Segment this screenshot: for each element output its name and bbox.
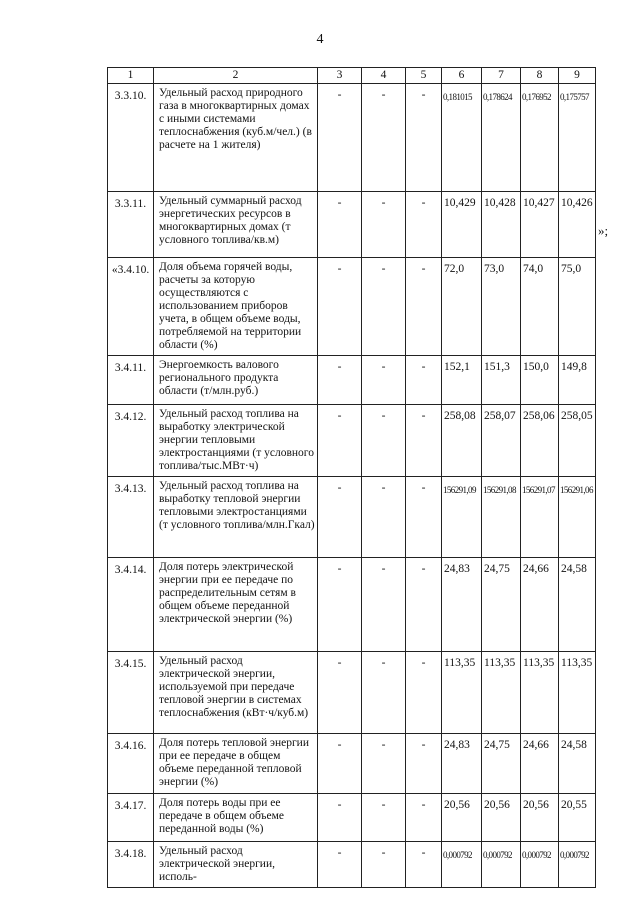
dash-cell: - [362,258,406,356]
value-cell: 156291,06 [559,477,596,558]
column-header: 2 [154,68,318,84]
value-cell: 0,000792 [559,842,596,888]
dash-cell: - [362,558,406,652]
value-cell: 0,181015 [442,84,482,192]
column-header: 6 [442,68,482,84]
indicator-name: Доля потерь электрической энергии при ее передаче по распределительным сетям в общем объеме переданной электрической энергии (%) [154,558,318,652]
table-row [108,405,596,477]
value-cell: 258,08 [442,405,482,477]
indicator-name: Доля потерь тепловой энергии при ее передаче в общем объеме переданной тепловой энергии (%) [154,734,318,794]
indicator-name: Удельный расход топлива на выработку тепловой энергии тепловыми электростанциями (т условного топлива/млн.Гкал) [154,477,318,558]
value-cell: 20,56 [521,794,559,842]
value-cell: 151,3 [482,356,521,405]
table-row [108,558,596,652]
dash-cell: - [362,84,406,192]
row-number: 3.4.13. [108,477,154,558]
dash-cell: - [318,84,362,192]
dash-cell: - [362,477,406,558]
row-number: 3.3.11. [108,192,154,258]
indicators-table [107,67,596,888]
value-cell: 156291,09 [442,477,482,558]
value-cell: 258,07 [482,405,521,477]
value-cell: 0,000792 [482,842,521,888]
dash-cell: - [318,477,362,558]
dash-cell: - [406,794,442,842]
table-row [108,192,596,258]
value-cell: 10,427 [521,192,559,258]
value-cell: 24,58 [559,558,596,652]
dash-cell: - [318,558,362,652]
dash-cell: - [362,192,406,258]
value-cell: 20,56 [442,794,482,842]
value-cell: 10,428 [482,192,521,258]
column-header: 3 [318,68,362,84]
indicator-name: Удельный расход природного газа в многоквартирных домах с иными системами теплоснабжения (куб.м/чел.) (в расчете на 1 жителя) [154,84,318,192]
dash-cell: - [406,477,442,558]
value-cell: 150,0 [521,356,559,405]
indicator-name: Доля объема горячей воды, расчеты за которую осуществляются с использованием приборов учета, в общем объеме воды, потребляемой на территории области (%) [154,258,318,356]
page-number: 4 [316,32,324,47]
value-cell: 152,1 [442,356,482,405]
value-cell: 72,0 [442,258,482,356]
dash-cell: - [406,652,442,734]
dash-cell: - [406,842,442,888]
table-header-row [108,68,596,84]
value-cell: 10,426 [559,192,596,258]
indicator-name: Удельный суммарный расход энергетических ресурсов в многоквартирных домах (т условного топлива/кв.м) [154,192,318,258]
value-cell: 0,176952 [521,84,559,192]
column-header: 1 [108,68,154,84]
value-cell: 24,83 [442,558,482,652]
table-row [108,258,596,356]
value-cell: 156291,08 [482,477,521,558]
indicator-name: Доля потерь воды при ее передаче в общем объеме переданной воды (%) [154,794,318,842]
dash-cell: - [318,652,362,734]
row-number: 3.4.11. [108,356,154,405]
dash-cell: - [318,734,362,794]
row-number: 3.4.17. [108,794,154,842]
table-row [108,794,596,842]
table-row [108,84,596,192]
value-cell: 113,35 [521,652,559,734]
dash-cell: - [318,842,362,888]
value-cell: 75,0 [559,258,596,356]
value-cell: 24,83 [442,734,482,794]
value-cell: 0,000792 [521,842,559,888]
indicator-name: Энергоемкость валового регионального продукта области (т/млн.руб.) [154,356,318,405]
column-header: 7 [482,68,521,84]
row-number: 3.4.15. [108,652,154,734]
value-cell: 73,0 [482,258,521,356]
column-header: 9 [559,68,596,84]
value-cell: 156291,07 [521,477,559,558]
indicator-name: Удельный расход электрической энергии, исполь- [154,842,318,888]
value-cell: 149,8 [559,356,596,405]
value-cell: 24,66 [521,734,559,794]
table-row [108,652,596,734]
dash-cell: - [318,356,362,405]
row-number: 3.3.10. [108,84,154,192]
closing-quote-mark: »; [598,223,609,238]
row-number: «3.4.10. [108,258,154,356]
dash-cell: - [406,258,442,356]
dash-cell: - [406,356,442,405]
dash-cell: - [362,356,406,405]
dash-cell: - [362,842,406,888]
row-number: 3.4.14. [108,558,154,652]
value-cell: 20,55 [559,794,596,842]
indicator-name: Удельный расход топлива на выработку электрической энергии тепловыми электростанциями (т условного топлива/тыс.МВт·ч) [154,405,318,477]
value-cell: 113,35 [559,652,596,734]
dash-cell: - [406,405,442,477]
column-header: 8 [521,68,559,84]
column-header: 5 [406,68,442,84]
dash-cell: - [318,405,362,477]
column-header: 4 [362,68,406,84]
dash-cell: - [362,405,406,477]
value-cell: 74,0 [521,258,559,356]
value-cell: 0,000792 [442,842,482,888]
value-cell: 24,58 [559,734,596,794]
value-cell: 20,56 [482,794,521,842]
table-row [108,477,596,558]
dash-cell: - [318,192,362,258]
dash-cell: - [406,192,442,258]
value-cell: 10,429 [442,192,482,258]
row-number: 3.4.12. [108,405,154,477]
table-row [108,842,596,888]
row-number: 3.4.18. [108,842,154,888]
indicator-name: Удельный расход электрической энергии, используемой при передаче тепловой энергии в системах теплоснабжения (кВт·ч/куб.м) [154,652,318,734]
dash-cell: - [406,558,442,652]
dash-cell: - [362,794,406,842]
value-cell: 0,178624 [482,84,521,192]
value-cell: 24,75 [482,734,521,794]
dash-cell: - [318,794,362,842]
dash-cell: - [406,84,442,192]
table-row [108,734,596,794]
value-cell: 258,05 [559,405,596,477]
dash-cell: - [406,734,442,794]
value-cell: 258,06 [521,405,559,477]
dash-cell: - [362,734,406,794]
value-cell: 0,175757 [559,84,596,192]
row-number: 3.4.16. [108,734,154,794]
dash-cell: - [362,652,406,734]
dash-cell: - [318,258,362,356]
table-row [108,356,596,405]
value-cell: 24,75 [482,558,521,652]
value-cell: 113,35 [482,652,521,734]
value-cell: 113,35 [442,652,482,734]
value-cell: 24,66 [521,558,559,652]
